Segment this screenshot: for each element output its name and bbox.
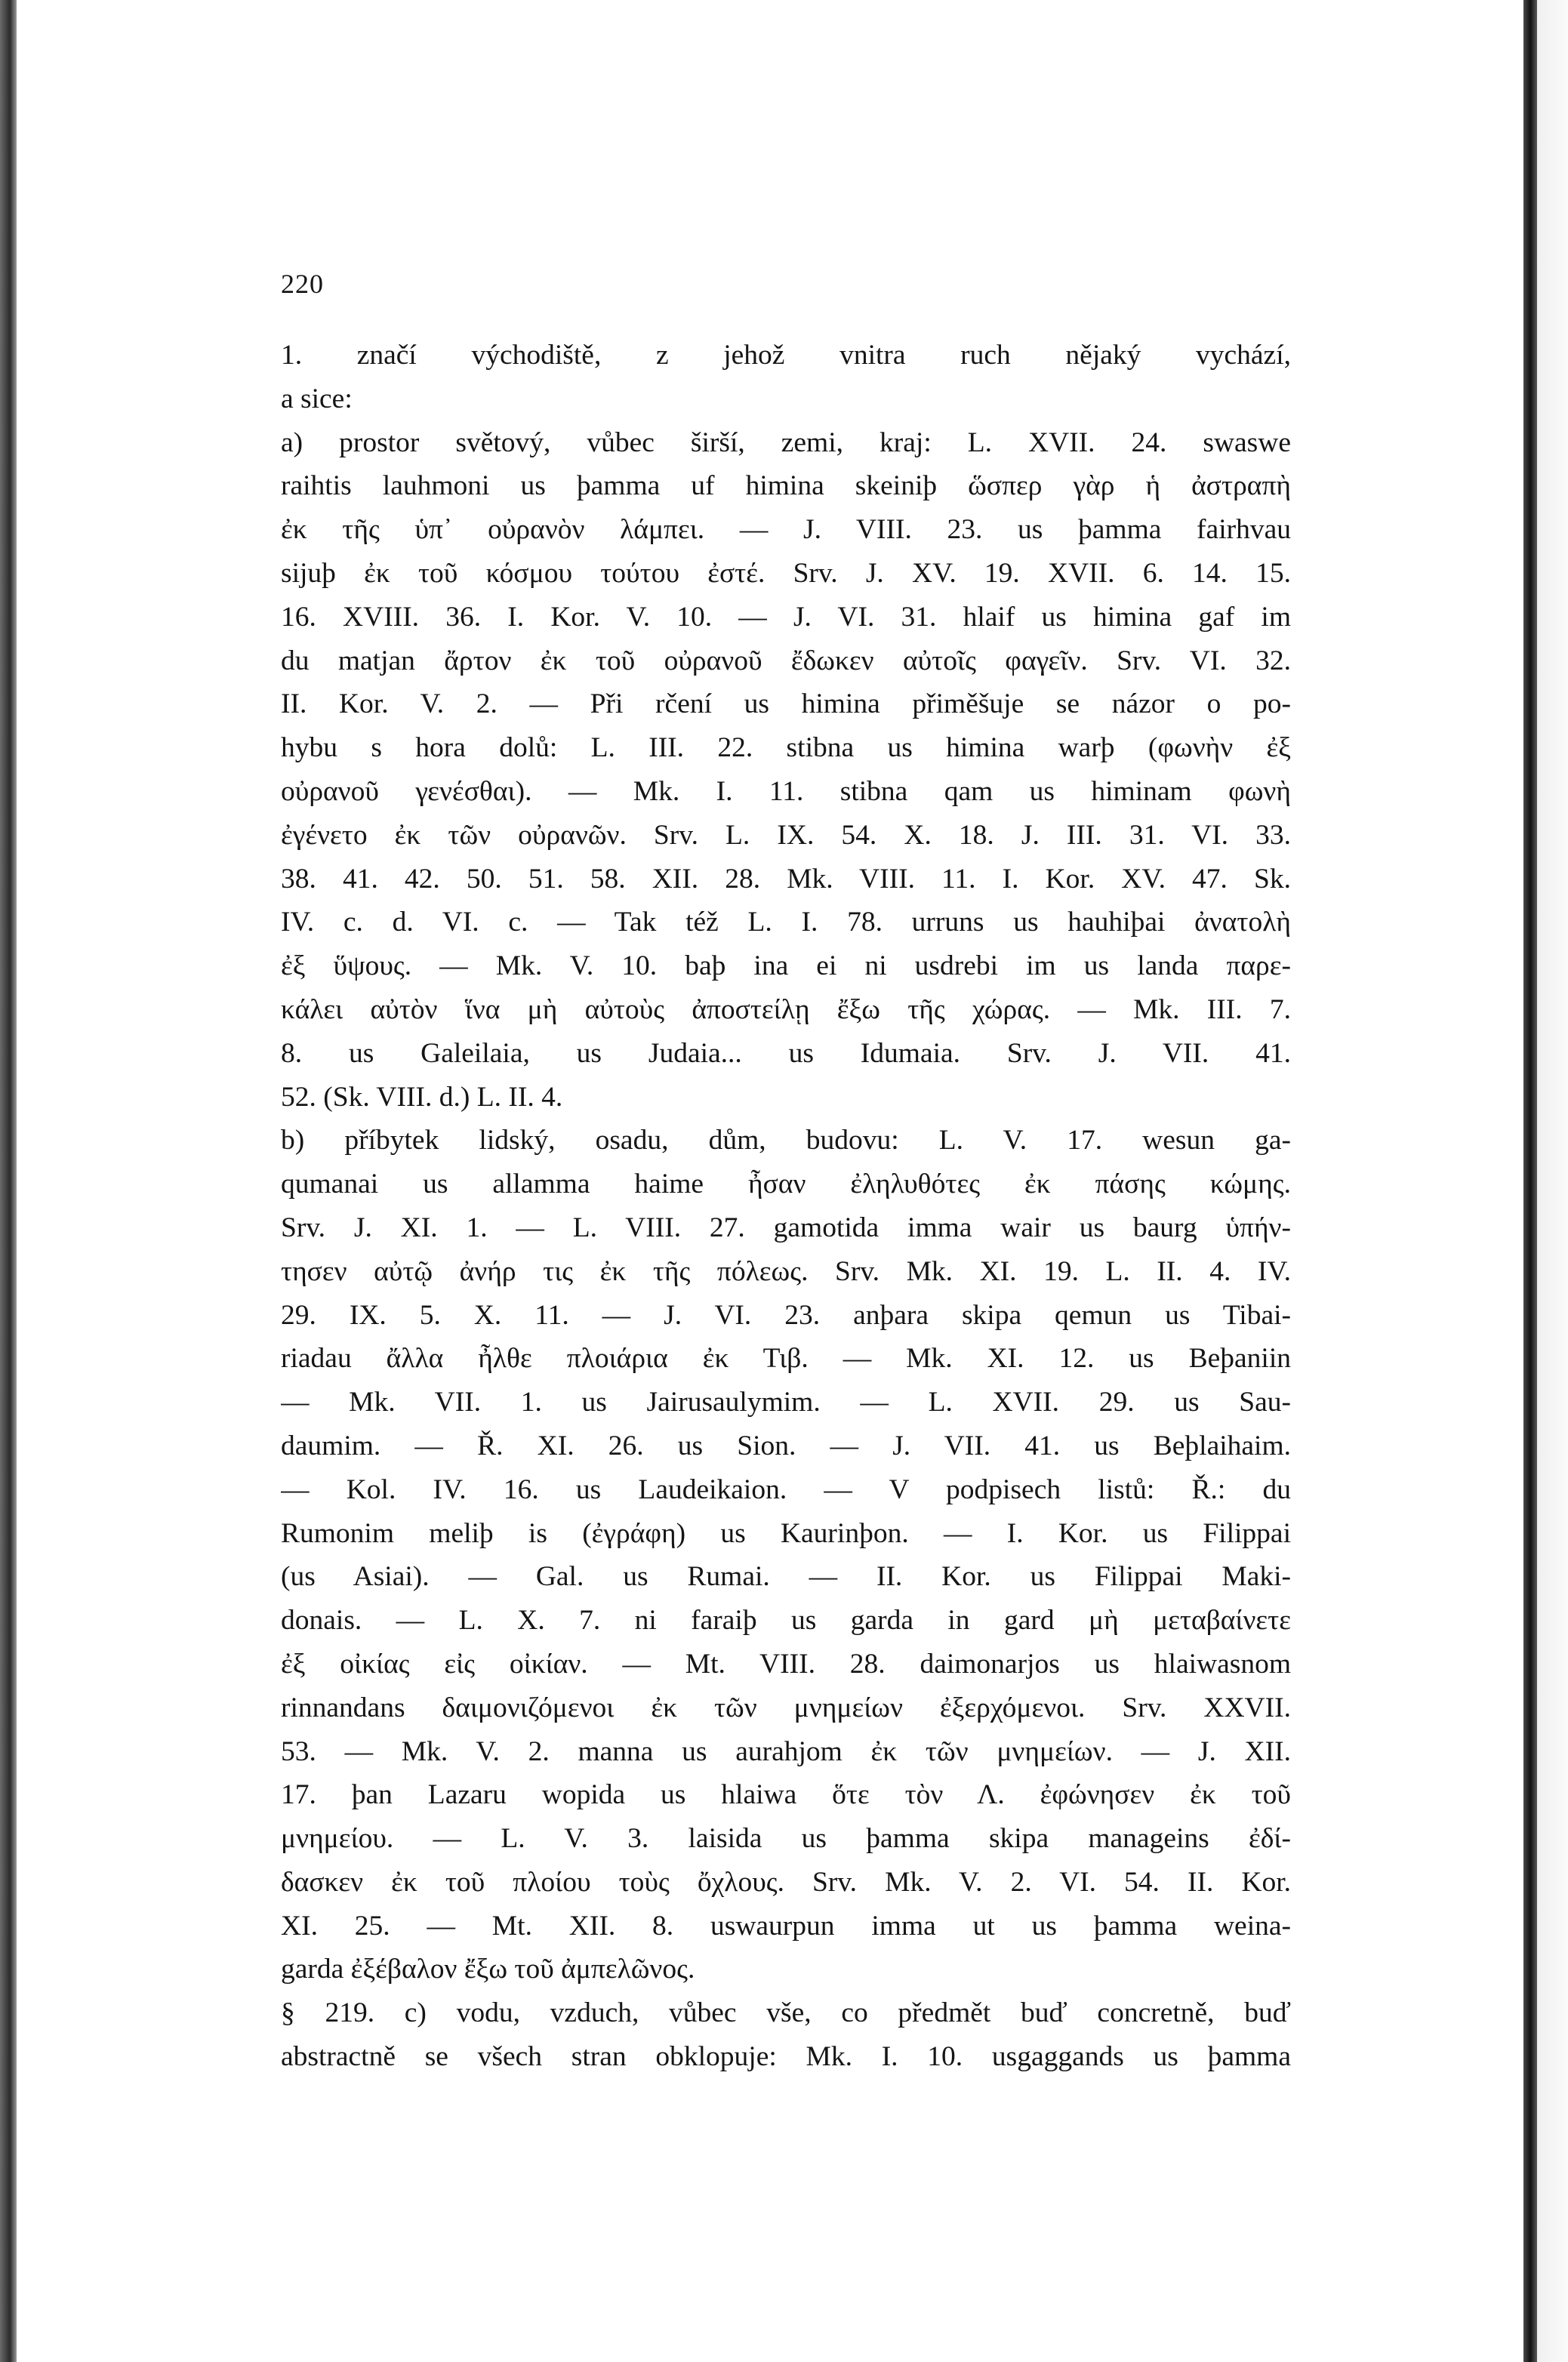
text-line: Rumonim meliþ is (ἐγράφη) us Kaurinþon. — I. Kor. us Filippai (281, 1517, 1291, 1549)
text-line: 53. — Mk. V. 2. manna us aurahjom ἐκ τῶν μνημείων. — J. XII. (281, 1735, 1291, 1767)
text-line: donais. — L. X. 7. ni faraiþ us garda in gard μὴ μεταβαίνετε (281, 1605, 1291, 1637)
text-line: § 219. c) vodu, vzduch, vůbec vše, co předmět buď concretně, buď (281, 1997, 1291, 2029)
scan-left-edge (0, 0, 17, 2362)
text-line: sijuþ ἐκ τοῦ κόσμου τούτου ἐστέ. Srv. J. XV. 19. XVII. 6. 14. 15. (281, 557, 1291, 589)
text-line: hybu s hora dolů: L. III. 22. stibna us himina warþ (φωνὴν ἐξ (281, 732, 1291, 764)
text-line: riadau ἄλλα ἦλθε πλοιάρια ἐκ Τιβ. — Mk. XI. 12. us Beþaniin (281, 1343, 1291, 1375)
text-line: 29. IX. 5. X. 11. — J. VI. 23. anþara skipa qemun us Tibai- (281, 1299, 1291, 1331)
text-line: ἐγένετο ἐκ τῶν οὐρανῶν. Srv. L. IX. 54. X. 18. J. III. 31. VI. 33. (281, 819, 1291, 851)
text-line: 8. us Galeilaia, us Judaia... us Idumaia. Srv. J. VII. 41. (281, 1037, 1291, 1069)
text-line: XI. 25. — Mt. XII. 8. uswaurpun imma ut us þamma weina- (281, 1910, 1291, 1942)
text-line: 16. XVIII. 36. I. Kor. V. 10. — J. VI. 31. hlaif us himina gaf im (281, 601, 1291, 633)
scan-right-binding (1523, 0, 1537, 2362)
text-line: a) prostor světový, vůbec širší, zemi, kraj: L. XVII. 24. swaswe (281, 427, 1291, 458)
text-line: II. Kor. V. 2. — Při rčení us himina přiměšuje se názor o po- (281, 688, 1291, 720)
text-line: δασκεν ἐκ τοῦ πλοίου τοὺς ὄχλους. Srv. Mk. V. 2. VI. 54. II. Kor. (281, 1866, 1291, 1898)
text-line: abstractně se všech stran obklopuje: Mk. I. 10. usgaggands us þamma (281, 2041, 1291, 2073)
text-line: ἐξ οἰκίας εἰς οἰκίαν. — Mt. VIII. 28. daimonarjos us hlaiwasnom (281, 1648, 1291, 1680)
text-line: οὐρανοῦ γενέσθαι). — Mk. I. 11. stibna qam us himinam φωνὴ (281, 775, 1291, 807)
text-line: μνημείου. — L. V. 3. laisida us þamma skipa manageins ἐδί- (281, 1823, 1291, 1855)
text-line: ἐκ τῆς ὑπ᾽ οὐρανὸν λάμπει. — J. VIII. 23. us þamma fairhvau (281, 514, 1291, 546)
text-line: IV. c. d. VI. c. — Tak též L. I. 78. urruns us hauhiþai ἀνατολὴ (281, 907, 1291, 938)
text-line: 17. þan Lazaru wopida us hlaiwa ὅτε τὸν Λ. ἐφώνησεν ἐκ τοῦ (281, 1779, 1291, 1811)
text-line: qumanai us allamma haime ἦσαν ἐληλυθότες ἐκ πάσης κώμης. (281, 1169, 1291, 1200)
text-line: τησεν αὐτῷ ἀνήρ τις ἐκ τῆς πόλεως. Srv. Mk. XI. 19. L. II. 4. IV. (281, 1255, 1291, 1287)
scan-right-margin (1537, 0, 1568, 2362)
text-line: — Mk. VII. 1. us Jairusaulymim. — L. XVII. 29. us Sau- (281, 1387, 1291, 1418)
text-line: (us Asiai). — Gal. us Rumai. — II. Kor. us Filippai Maki- (281, 1561, 1291, 1593)
text-line: b) příbytek lidský, osadu, dům, budovu: L. V. 17. wesun ga- (281, 1125, 1291, 1156)
text-line: du matjan ἄρτον ἐκ τοῦ οὐρανοῦ ἔδωκεν αὐτοῖς φαγεῖν. Srv. VI. 32. (281, 645, 1291, 676)
text-line: 38. 41. 42. 50. 51. 58. XII. 28. Mk. VIII. 11. I. Kor. XV. 47. Sk. (281, 863, 1291, 895)
text-line: raihtis lauhmoni us þamma uf himina skeiniþ ὥσπερ γὰρ ἡ ἀστραπὴ (281, 470, 1291, 502)
text-line: daumim. — Ř. XI. 26. us Sion. — J. VII. 41. us Beþlaihaim. (281, 1430, 1291, 1461)
text-line: rinnandans δαιμονιζόμενοι ἐκ τῶν μνημείων ἐξερχόμενοι. Srv. XXVII. (281, 1692, 1291, 1723)
page-number: 220 (281, 269, 324, 299)
text-line: — Kol. IV. 16. us Laudeikaion. — V podpisech listů: Ř.: du (281, 1474, 1291, 1505)
text-line: 52. (Sk. VIII. d.) L. II. 4. (281, 1081, 563, 1113)
text-line: ἐξ ὕψους. — Mk. V. 10. baþ ina ei ni usdrebi im us landa παρε- (281, 950, 1291, 982)
text-line: κάλει αὐτὸν ἵνα μὴ αὐτοὺς ἀποστείλῃ ἔξω τῆς χώρας. — Mk. III. 7. (281, 993, 1291, 1025)
text-line: garda ἐξέβαλον ἔξω τοῦ ἀμπελῶνος. (281, 1954, 695, 1985)
text-line: a sice: (281, 383, 353, 414)
page-body-text (281, 334, 1291, 2079)
text-line: Srv. J. XI. 1. — L. VIII. 27. gamotida imma wair us baurg ὑπήν- (281, 1212, 1291, 1243)
text-line: 1. značí východiště, z jehož vnitra ruch nějaký vychází, (281, 340, 1291, 371)
